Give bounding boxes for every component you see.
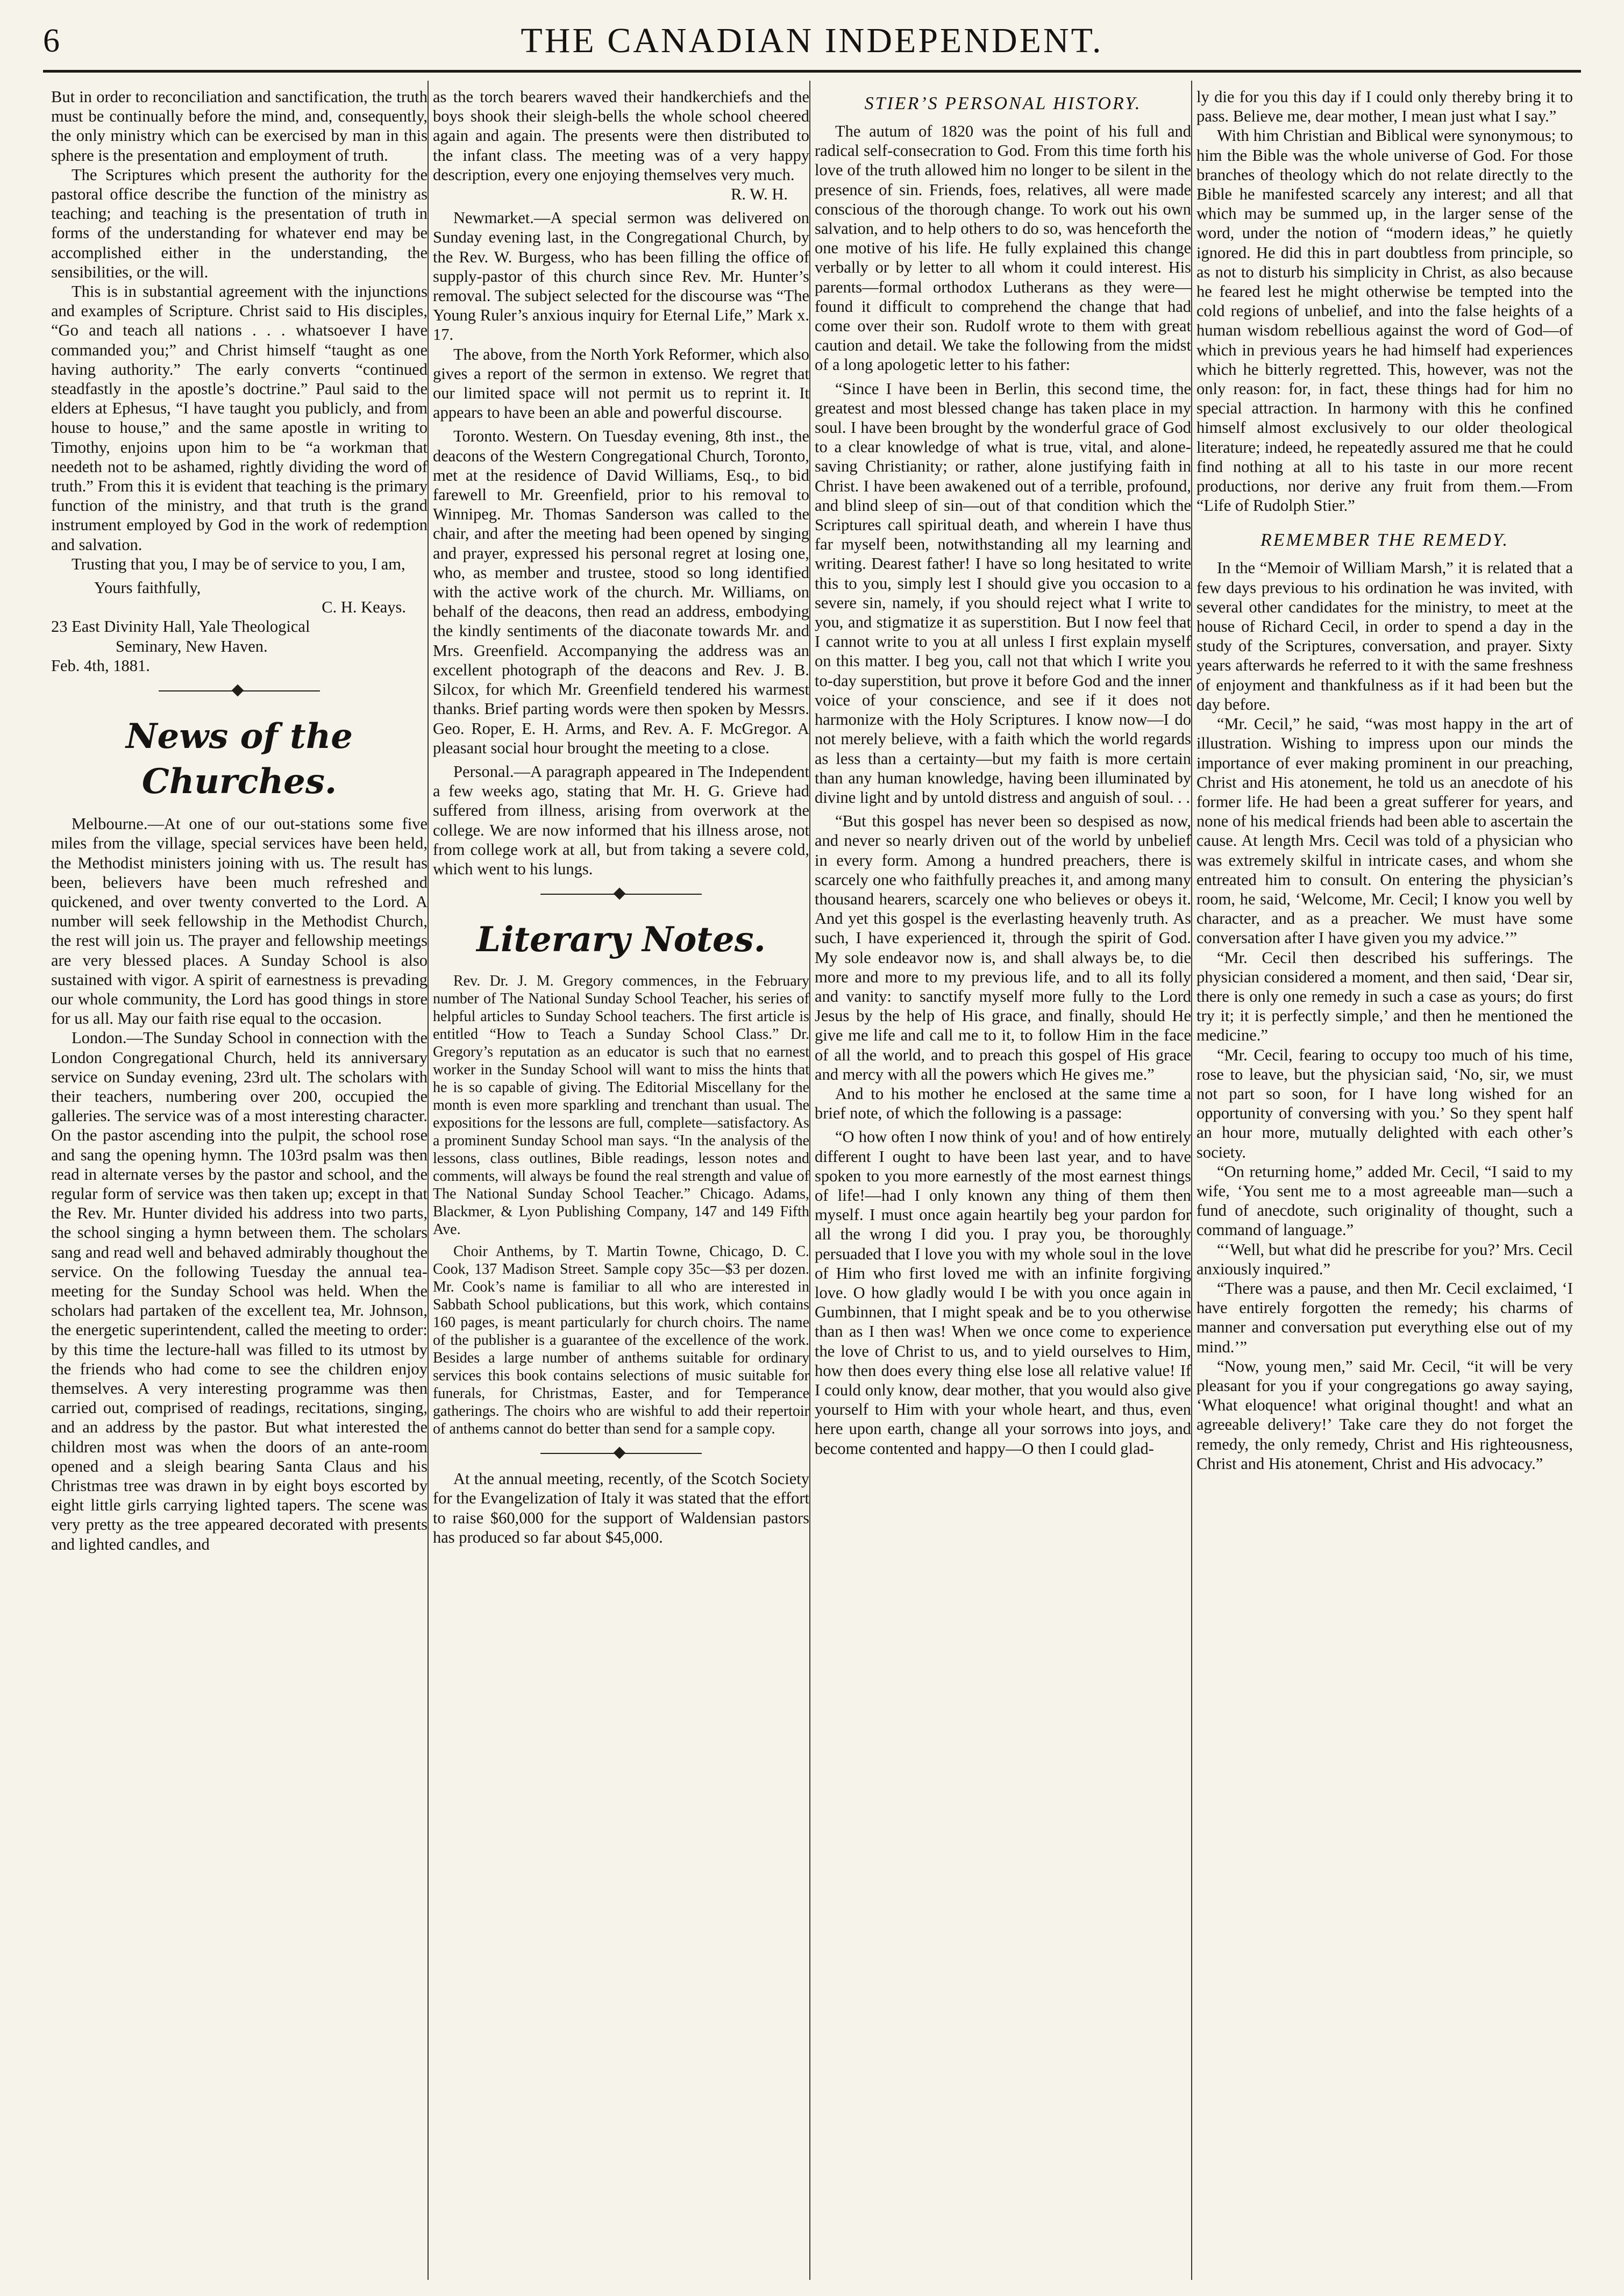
page-number: 6 (43, 23, 60, 59)
article-paragraph: “Now, young men,” said Mr. Cecil, “it will be very pleasant for you if your congregations go away saying, ‘What eloquence! what original thought! and what an agreeable delivery!’ Take care they do not forget the remedy, the only remedy, Christ and His righteousness, Christ and His atonement, Christ and His advocacy.” (1196, 1357, 1573, 1473)
page-header (43, 14, 1581, 73)
news-item-london: London.—The Sunday School in connection with the London Congregational Church, held its anniversary service on Sunday evening, 23rd ult. The scholars with their teachers, numbering over 200, occupied the galleries. The service was of a most interesting character. On the pastor ascending into the pulpit, the school rose and sang the opening hymn. The 103rd psalm was then read in alternate verses by the pastor and school, and the regular form of service was then taken up; except in that the Rev. Mr. Hunter divided his address into two parts, the school singing a hymn between them. The scholars sang and read well and behaved admirably thoughout the service. On the following Tuesday the annual tea-meeting for the Sunday School was held. When the scholars had partaken of the excellent tea, Mr. Johnson, the energetic superintendent, called the meeting to order: by this time the lecture-hall was filled to its utmost by the friends who had come to see the children enjoy themselves. A very interesting programme was then carried out, comprised of readings, recitations, singing, and an address by the pastor. But what interested the children most was when the doors of an ante-room opened and a sleigh bearing Santa Claus and his Christmas tree was drawn in by eight boys escorted by eight little girls carrying lighted tapers. The scene was very pretty as the tree appeared decorated with presents and lighted candles, and (51, 1029, 428, 1553)
article-paragraph: “There was a pause, and then Mr. Cecil exclaimed, ‘I have entirely forgotten the remedy; his charms of manner and conversation put everything else out of my mind.’” (1196, 1279, 1573, 1356)
letter-date: Feb. 4th, 1881. (51, 656, 150, 675)
letter-signature: C. H. Keays. (322, 598, 406, 617)
letter-paragraph: The Scriptures which present the authority for the pastoral office describe the function of the ministry as teaching; and teaching is the presentation of truth in forms of the understanding for whatever end may be accomplished either in the understanding, the sensibilities, or the will. (51, 165, 428, 281)
literary-note-scotch: At the annual meeting, recently, of the Scotch Society for the Evangelization of Italy it was stated that the effort to raise $60,000 for the support of Waldensian pastors has produced so far about $45,000. (433, 1470, 809, 1546)
column-rule (809, 81, 810, 2280)
article-paragraph: “On returning home,” added Mr. Cecil, “I said to my wife, ‘You sent me to a most agreeable man—such a fund of anecdote, such originality of thought, such a command of language.” (1196, 1162, 1573, 1239)
news-item-toronto: Toronto. Western. On Tuesday evening, 8th inst., the deacons of the Western Congregational Church, Toronto, met at the residence of David Williams, Esq., to bid farewell to Mr. Greenfield, prior to his removal to Winnipeg. Mr. Thomas Sanderson was called to the chair, and after the meeting had been opened by singing and prayer, expressed his personal regret at losing one, who, as member and trustee, stood so long identified with the active work of the church. Mr. Williams, on behalf of the deacons, then read an address, embodying the kindly sentiments of the diaconate towards Mr. and Mrs. Greenfield. Accompanying the address was an excellent photograph of the deacons and Rev. J. B. Silcox, for which Mr. Greenfield tendered his warmest thanks. Brief parting words were then spoken by Messrs. Geo. Roper, E. H. Arms, and Rev. A. F. McGregor. A pleasant social hour brought the meeting to a close. (433, 427, 809, 757)
article-paragraph: In the “Memoir of William Marsh,” it is related that a few days previous to his ordination he was invited, with several other candidates for the ministry, to meet at the house of Richard Cecil, in order to spend a day in the study of the Scriptures, conversation, and prayer. Sixty years afterwards he referred to it with the same freshness of enjoyment and thankfulness as if it had been but the day before. (1196, 559, 1573, 714)
letter-closing: Yours faithfully, (94, 579, 201, 597)
article-paragraph: “Mr. Cecil, fearing to occupy too much of his time, rose to leave, but the physician said, ‘No, sir, we must not part so soon, for I have long wished for an opportunity of conversing with you.’ So they spent half an hour more, mutually delighted with each other’s society. (1196, 1045, 1573, 1161)
article-quote: “O how often I now think of you! and of how entirely different I ought to have been last year, and to have spoken to you more earnestly of the most earnest things of life!—had I only known any thing of them then myself. I must once again heartily beg your pardon for all the wrong I did you. I pray you, be thoroughly persuaded that I love you with my whole soul in the love of Him who first loved me with an infinite forgiving love. O how gladly would I be with you once again in Gumbinnen, that I might speak and be to you otherwise than as I then was! When we once come to experience the love of Christ to us, and to yield ourselves to Him, how then does every thing else lose all relative value! If I could only know, dear mother, that you would also give yourself to Him with your whole heart, and thus, even here upon earth, change all your sorrows into joys, and become contented and happy—O then I could glad- (815, 1128, 1191, 1458)
article-title-stier: STIER’S PERSONAL HISTORY. (864, 94, 1142, 113)
news-signature: R. W. H. (731, 185, 788, 204)
article-paragraph: “Mr. Cecil,” he said, “was most happy in the art of illustration. Wishing to impress upon our minds the importance of ever making prominent in our preaching, Christ and His atonement, he told us an anecdote of his former life. He had been a great sufferer for years, and none of his medical friends had been able to ascertain the cause. At length Mrs. Cecil was told of a physician who was extremely skilful in intricate cases, and whom she entreated him to consult. On entering the physician’s room, he said, ‘Welcome, Mr. Cecil; I know you well by character, and as a preacher. We must have some conversation after I have given you my advice.’” (1196, 715, 1573, 947)
news-item-melbourne: Melbourne.—At one of our out-stations some five miles from the village, special services have been held, the Methodist ministers joining with us. The result has been, believers have been much refreshed and quickened, and over twenty converted to the Lord. A number will seek fellowship in the Methodist Church, the rest will join us. The prayer and fellowship meetings are very blessed places. A Sunday School is also sustained with vigor. A spirit of earnestness is prevading our whole community, the Lord has good things in store for us all. May our faith rise equal to the occasion. (51, 815, 428, 1028)
section-title-literary: Literary Notes. (476, 919, 766, 960)
article-paragraph: “Mr. Cecil then described his sufferings. The physician considered a moment, and then said, ‘Dear sir, there is only one remedy in such a case as yours; do first try it; it is perfectly simple,’ and then he mentioned the medicine.” (1196, 948, 1573, 1045)
letter-address: 23 East Divinity Hall, Yale Theological (51, 617, 310, 636)
article-paragraph: “‘Well, but what did he prescribe for you?’ Mrs. Cecil anxiously inquired.” (1196, 1240, 1573, 1278)
article-quote: “But this gospel has never been so despised as now, and never so nearly driven out of the world by unbelief in every form. Among a hundred preachers, there is scarcely one who faithfully preaches it, and among many thousand hearers, scarcely one who believes or obeys it. And yet this gospel is the everlasting heavenly truth. As such, I have experienced it, through the spirit of God. My sole endeavor now is, and shall always be, to die more and more to my previous life, and to all its folly and vanity: to sanctify myself more fully to the Lord Jesus by the help of His grace, and finally, should He give me life and call me to it, to follow Him in the face of all the world, and to preach this gospel of His grace and mercy with all the powers which He gives me.” (815, 812, 1191, 1083)
news-item-newmarket: Newmarket.—A special sermon was delivered on Sunday evening last, in the Congregational Church, by the Rev. W. Burgess, who has been filling the office of supply-pastor of this church since Rev. Mr. Hunter’s removal. The subject selected for the discourse was “The Young Ruler’s anxious inquiry for Eternal Life,” Mark x. 17. (433, 209, 809, 344)
section-title-news: News of the Churches. (126, 716, 353, 802)
letter-paragraph: Trusting that you, I may be of service to you, I am, (72, 554, 405, 573)
news-item-north-york: The above, from the North York Reformer, which also gives a report of the sermon in extenso. We regret that our limited space will not permit us to reprint it. It appears to have been an able and powerful discourse. (433, 345, 809, 422)
column-4 (1196, 87, 1573, 2276)
article-quote: “Since I have been in Berlin, this second time, the greatest and most blessed change has taken place in my soul. I have been brought by the wonderful grace of God to a clear knowledge of what is true, vital, and alone-saving Christianity; or rather, alone justifying faith in Christ. I have been awakened out of a terrible, profound, and blind sleep of sin—out of that condition which the Scriptures call spiritual death, and wherein I have thus far myself been, notwithstanding all my learning and writing. Dearest father! I have so long hesitated to write this to you, simply lest I should give you occasion to a severe sin, namely, if you should reject what I write to you, and stigmatize it as superstition. But I now feel that I cannot write to you at all unless I first explain myself on this matter. I beg you, call not that which I write you to-day superstition, but prove it before God and the inner voice of your conscience, and see if it does not harmonize with the Holy Scriptures. I know now—I do not merely believe, with a faith which the world regards as less than a certainty—but my faith is more certain than any human knowledge, having been illuminated by divine light and by untold distress and anguish of soul. . . (815, 379, 1191, 807)
section-divider (433, 886, 809, 902)
article-paragraph: The autum of 1820 was the point of his full and radical self-consecration to God. From this time forth his love of the truth allowed him no longer to be silent in the presence of sin. Friends, foes, relatives, all were made conscious of the thorough change. To work out his own salvation, and to help others to do so, was henceforth the one motive of his life. He fully explained this change verbally or by letter to all whom it could interest. His parents—formal orthodox Lutherans as they were—found it difficult to comprehend the change that had come over their son. Rudolf wrote to them with great caution and detail. We take the following from the midst of a long apologetic letter to his father: (815, 122, 1191, 374)
section-divider (51, 683, 428, 699)
column-rule (1191, 81, 1192, 2280)
news-item-london-cont: as the torch bearers waved their handkerchiefs and the boys shook their sleigh-bells the whole school cheered again and again. The presents were then distributed to the infant class. The meeting was of a very happy description, every one enjoying themselves very much. (433, 88, 809, 184)
article-paragraph: With him Christian and Biblical were synonymous; to him the Bible was the whole universe of God. For those branches of theology which do not relate directly to the Bible he manifested scarcely any interest; and all that which may be summed up, in the larger sense of the word, under the notion of “modern ideas,” he quietly ignored. He did this in part doubtless from principle, so as not to disturb his simplicity in Christ, as also because he feared lest he might otherwise be tempted into the cold regions of unbelief, and into the false heights of a human wisdom rebellious against the word of God—of which in previous years he had himself had experiences which he bitterly regretted. This, however, was not the only reason: for, in fact, these things had for him no special attraction. In harmony with this he confined himself almost exclusively to our older theological literature; indeed, he repeatedly assured me that he could find nothing at all to his taste in our more recent productions, nor derive any fruit from them.—From “Life of Rudolph Stier.” (1196, 126, 1573, 515)
article-quote-cont: ly die for you this day if I could only thereby bring it to pass. Believe me, dear mother, I mean just what I say.” (1196, 88, 1573, 126)
article-paragraph: And to his mother he enclosed at the same time a brief note, of which the following is a passage: (815, 1084, 1191, 1123)
column-rule (428, 81, 429, 2280)
article-title-remedy: REMEMBER THE REMEDY. (1260, 530, 1509, 551)
letter-address: Seminary, New Haven. (116, 637, 268, 655)
section-divider (433, 1445, 809, 1461)
news-item-personal: Personal.—A paragraph appeared in The Independent a few weeks ago, stating that Mr. H. G. Grieve had suffered from illness, arising from overwork at the college. We are now informed that his illness arose, not from college work at all, but from taking a severe cold, which went to his lungs. (433, 762, 809, 878)
literary-note-choir: Choir Anthems, by T. Martin Towne, Chicago, D. C. Cook, 137 Madison Street. Sample copy 35c—$3 per dozen. Mr. Cook’s name is familiar to all who are interested in Sabbath School publications, but this work, which contains 160 pages, is meant particularly for church choirs. The name of the publisher is a guarantee of the excellence of the work. Besides a large number of anthems suitable for ordinary services this book contains selections of music suitable for funerals, for Christmas, Easter, and for Temperance gatherings. The choirs who are wishful to add their repertoir of anthems cannot do better than send for a sample copy. (433, 1243, 809, 1438)
literary-note-gregory: Rev. Dr. J. M. Gregory commences, in the February number of The National Sunday School Teacher, his series of helpful articles to Sunday School teachers. The first article is entitled “How to Teach a Sunday School Class.” Dr. Gregory’s reputation as an educator is such that no earnest worker in the Sunday School will want to miss the hints that he is so capable of giving. The Editorial Miscellany for the month is even more sparkling and trenchant than usual. The expositions for the lessons are full, complete—satisfactory. As a prominent Sunday School man says. “In the analysis of the lessons, class outlines, Bible readings, lesson notes and comments, will always be found the real strength and value of The National Sunday School Teacher.” Chicago. Adams, Blackmer, & Lyon Publishing Company, 147 and 149 Fifth Ave. (433, 973, 809, 1238)
column-2 (433, 87, 809, 2276)
column-1 (51, 87, 428, 2276)
letter-paragraph: But in order to reconciliation and sanctification, the truth must be continually before the mind, and, consequently, the only ministry which can be exercised by man in this sphere is the presentation and employment of truth. (51, 88, 428, 165)
masthead-title: THE CANADIAN INDEPENDENT. (521, 21, 1103, 60)
letter-paragraph: This is in substantial agreement with the injunctions and examples of Scripture. Christ said to His disciples, “Go and teach all nations . . . whatsoever I have commanded you;” and Christ himself “taught as one having authority.” The early converts “continued steadfastly in the apostle’s doctrine.” Paul said to the elders at Ephesus, “I have taught you publicly, and from house to house,” and the same apostle in writing to Timothy, enjoins upon him to be “a workman that needeth not to be ashamed, rightly dividing the word of truth.” From this it is evident that teaching is the primary function of the ministry, and that truth is the grand instrument employed by God in the work of redemption and salvation. (51, 282, 428, 554)
column-3 (815, 87, 1191, 2276)
